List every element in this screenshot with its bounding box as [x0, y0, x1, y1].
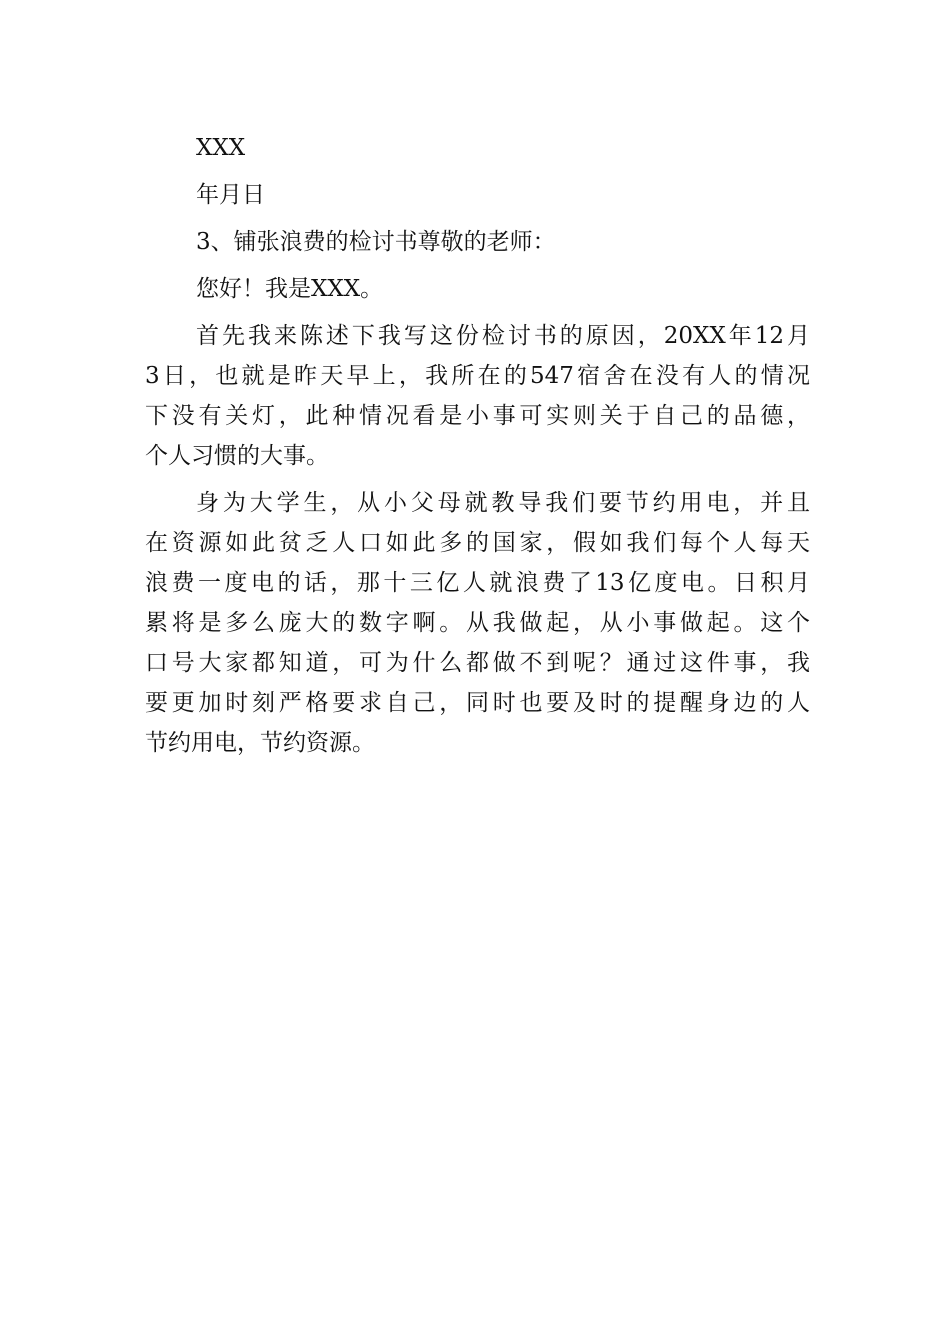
paragraph-line: 节约用电，节约资源。	[145, 730, 375, 756]
paragraph-line: 累将是多么庞大的数字啊。从我做起，从小事做起。这个	[145, 610, 810, 636]
paragraph-line: 首先我来陈述下我写这份检讨书的原因，20XX年12月	[196, 323, 810, 349]
paragraph-line: 要更加时刻严格要求自己，同时也要及时的提醒身边的人	[145, 690, 810, 716]
paragraph-line: 个人习惯的大事。	[145, 443, 329, 469]
date-line: 年月日	[196, 182, 265, 208]
paragraph-line: 在资源如此贫乏人口如此多的国家，假如我们每个人每天	[145, 530, 810, 556]
paragraph-reason	[145, 316, 810, 476]
signature-line: XXX	[196, 135, 246, 161]
paragraph-line: 身为大学生，从小父母就教导我们要节约用电，并且	[196, 490, 810, 516]
paragraph-line: 口号大家都知道，可为什么都做不到呢？通过这件事，我	[145, 650, 810, 676]
paragraph-line: 下没有关灯，此种情况看是小事可实则关于自己的品德，	[145, 403, 810, 429]
greeting-line: 您好！我是XXX。	[196, 276, 384, 302]
paragraph-reflection	[145, 483, 810, 763]
letter-heading: 3、铺张浪费的检讨书尊敬的老师：	[196, 229, 556, 255]
paragraph-line: 3日，也就是昨天早上，我所在的547宿舍在没有人的情况	[145, 363, 810, 389]
paragraph-line: 浪费一度电的话，那十三亿人就浪费了13亿度电。日积月	[145, 570, 810, 596]
document-body	[145, 128, 810, 763]
